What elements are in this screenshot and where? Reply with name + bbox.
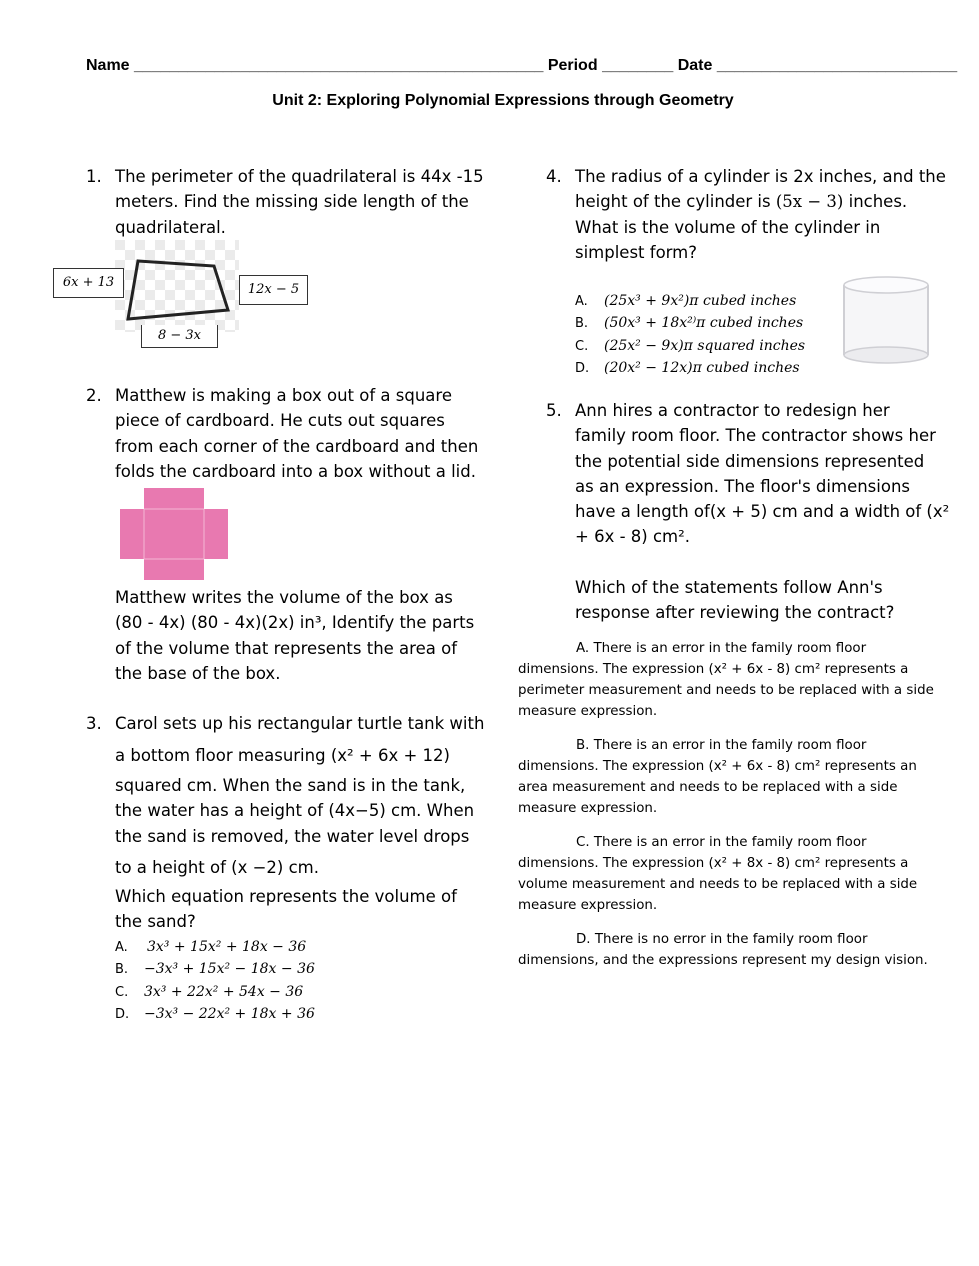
page-title: Unit 2: Exploring Polynomial Expressions through Geometry bbox=[272, 92, 734, 109]
option-label: D. bbox=[575, 360, 590, 376]
choice-line: volume measurement and needs to be replaced with a side bbox=[518, 877, 918, 892]
q3-line: to a height of (x −2) cm. bbox=[115, 857, 319, 877]
box-net-figure bbox=[119, 488, 229, 580]
net-left-flap bbox=[120, 509, 144, 559]
choice-line: dimensions. The expression (x² + 8x - 8) cm² represents a bbox=[518, 856, 909, 871]
q4-height-expr: (5x − 3) bbox=[775, 192, 844, 212]
q5-choice-c[interactable] bbox=[518, 832, 938, 916]
q2-text-after bbox=[115, 585, 495, 686]
q5-choice-a[interactable] bbox=[518, 638, 938, 722]
q4-text bbox=[575, 164, 955, 265]
q5-question-line: response after reviewing the contract? bbox=[575, 603, 895, 623]
q3-option-a[interactable] bbox=[115, 936, 495, 958]
date-label: Date bbox=[677, 57, 713, 74]
q2-text bbox=[115, 383, 495, 484]
period-blank[interactable]: ________ bbox=[602, 57, 674, 74]
q5-line: family room floor. The contractor shows her bbox=[575, 426, 936, 446]
q3-line: the sand? bbox=[115, 911, 196, 931]
option-label: D. bbox=[115, 1006, 130, 1022]
q3-line: a bottom floor measuring (x² + 6x + 12) bbox=[115, 746, 450, 765]
q2-line: folds the cardboard into a box without a lid. bbox=[115, 461, 476, 481]
q4-line: The radius of a cylinder is 2x inches, and the bbox=[575, 167, 946, 186]
q5-question bbox=[575, 575, 955, 626]
choice-first-line: B. There is an error in the family room floor bbox=[576, 738, 867, 753]
q4-option-d[interactable] bbox=[575, 357, 845, 379]
choice-line: dimensions, and the expressions represent my design vision. bbox=[518, 953, 928, 968]
option-expression: 3x³ + 22x² + 54x − 36 bbox=[144, 983, 304, 1000]
q2-number: 2. bbox=[86, 386, 102, 405]
cylinder-figure bbox=[840, 275, 932, 367]
name-blank[interactable]: ______________________________________________ bbox=[134, 57, 544, 74]
net-center bbox=[144, 488, 204, 580]
choice-line: perimeter measurement and needs to be replaced with a side bbox=[518, 683, 934, 698]
date-blank[interactable]: ___________________________ bbox=[716, 57, 958, 74]
side-label-left: 6x + 13 bbox=[53, 268, 124, 298]
option-expression: (25x² − 9x)π squared inches bbox=[604, 337, 806, 354]
option-label: C. bbox=[115, 984, 129, 1000]
q4-line bbox=[575, 189, 955, 214]
q5-choice-d[interactable] bbox=[518, 929, 938, 971]
header-line bbox=[86, 57, 958, 75]
option-label: B. bbox=[115, 962, 129, 978]
q4-line2-pre: height of the cylinder is bbox=[575, 192, 771, 212]
q2-line: Matthew is making a box out of a square bbox=[115, 386, 452, 405]
period-label: Period bbox=[547, 57, 598, 74]
option-expression: 3x³ + 15x² + 18x − 36 bbox=[147, 939, 307, 955]
quadrilateral-figure bbox=[115, 240, 239, 332]
choice-first-line: A. There is an error in the family room floor bbox=[576, 641, 867, 656]
q4-options bbox=[575, 290, 845, 379]
q2-line: (80 - 4x) (80 - 4x)(2x) in³, Identify the parts bbox=[115, 613, 475, 633]
q2-line: piece of cardboard. He cuts out squares bbox=[115, 411, 445, 431]
q4-option-c[interactable] bbox=[575, 335, 845, 357]
q5-line: have a length of(x + 5) cm and a width of (x² bbox=[575, 502, 950, 522]
q2-line: of the volume that represents the area of bbox=[115, 638, 457, 658]
q4-option-a[interactable] bbox=[575, 290, 845, 312]
q1-number: 1. bbox=[86, 167, 102, 186]
q5-line: the potential side dimensions represented bbox=[575, 451, 925, 471]
q1-line: quadrilateral. bbox=[115, 217, 226, 237]
option-expression: (20x² − 12x)π cubed inches bbox=[604, 359, 800, 376]
cylinder-body bbox=[844, 285, 928, 355]
side-label-bottom: 8 − 3x bbox=[141, 325, 218, 348]
q5-text bbox=[575, 398, 955, 550]
choice-first-line: C. There is an error in the family room floor bbox=[576, 835, 867, 850]
side-label-right: 12x − 5 bbox=[239, 275, 308, 305]
option-label: C. bbox=[575, 338, 589, 354]
q1-text bbox=[115, 164, 495, 240]
choice-line: measure expression. bbox=[518, 898, 658, 913]
q4-line: What is the volume of the cylinder in bbox=[575, 217, 881, 237]
option-expression: (50x³ + 18x²⁾π cubed inches bbox=[604, 315, 804, 332]
q4-line2-post: inches. bbox=[848, 192, 908, 212]
choice-line: dimensions. The expression (x² + 6x - 8) cm² represents an bbox=[518, 759, 917, 774]
option-expression: (25x³ + 9x²)π cubed inches bbox=[604, 293, 797, 309]
q3-text bbox=[115, 711, 495, 934]
choice-line: measure expression. bbox=[518, 801, 658, 816]
q3-line: squared cm. When the sand is in the tank, bbox=[115, 776, 466, 795]
cylinder-base bbox=[844, 347, 928, 363]
q3-options bbox=[115, 936, 495, 1025]
q3-line: Which equation represents the volume of bbox=[115, 886, 457, 906]
q3-option-d[interactable] bbox=[115, 1003, 495, 1025]
q3-line: the water has a height of (4x−5) cm. When bbox=[115, 801, 475, 821]
q5-line: as an expression. The floor's dimensions bbox=[575, 476, 911, 496]
q3-option-b[interactable] bbox=[115, 958, 495, 980]
q4-line: simplest form? bbox=[575, 242, 698, 262]
q3-line: Carol sets up his rectangular turtle tank with bbox=[115, 714, 485, 733]
cylinder-top bbox=[844, 277, 928, 293]
choice-line: measure expression. bbox=[518, 704, 658, 719]
option-label: A. bbox=[115, 940, 128, 955]
q3-option-c[interactable] bbox=[115, 981, 495, 1003]
choice-line: dimensions. The expression (x² + 6x - 8) cm² represents a bbox=[518, 662, 909, 677]
net-right-flap bbox=[204, 509, 228, 559]
option-expression: −3x³ + 15x² − 18x − 36 bbox=[144, 961, 315, 978]
choice-line: area measurement and needs to be replaced with a side bbox=[518, 780, 898, 795]
option-label: B. bbox=[575, 316, 589, 332]
q5-line: Ann hires a contractor to redesign her bbox=[575, 401, 890, 420]
q2-line: Matthew writes the volume of the box as bbox=[115, 588, 453, 607]
q5-question-line: Which of the statements follow Ann's bbox=[575, 578, 883, 597]
option-expression: −3x³ − 22x² + 18x + 36 bbox=[144, 1005, 315, 1022]
q2-line: from each corner of the cardboard and then bbox=[115, 436, 479, 456]
q5-line: + 6x - 8) cm². bbox=[575, 527, 690, 547]
q3-line: the sand is removed, the water level drops bbox=[115, 826, 470, 846]
q1-line: The perimeter of the quadrilateral is 44x -15 bbox=[115, 167, 484, 186]
q2-line: the base of the box. bbox=[115, 663, 281, 683]
q5-choice-b[interactable] bbox=[518, 735, 938, 819]
q4-number: 4. bbox=[546, 167, 562, 186]
choice-first-line: D. There is no error in the family room floor bbox=[576, 932, 868, 947]
option-label: A. bbox=[575, 294, 588, 309]
q5-number: 5. bbox=[546, 401, 562, 420]
q1-line: meters. Find the missing side length of the bbox=[115, 192, 469, 212]
q3-number: 3. bbox=[86, 714, 102, 733]
q4-option-b[interactable] bbox=[575, 312, 845, 334]
name-label: Name bbox=[86, 57, 130, 74]
